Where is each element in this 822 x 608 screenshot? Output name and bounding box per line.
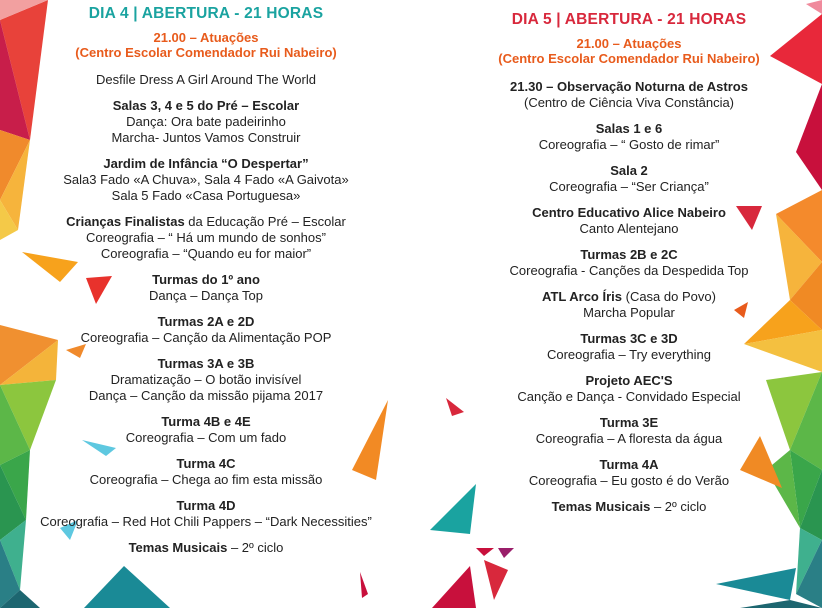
program-title-row	[438, 499, 820, 515]
day4-intro	[14, 30, 398, 60]
program-title-rest: da Educação Pré – Escolar	[184, 214, 346, 229]
program-title-row	[438, 289, 820, 305]
program-item	[438, 247, 820, 279]
program-title: Crianças Finalistas	[66, 214, 185, 229]
program-item	[14, 72, 398, 88]
program-line: Dança – Dança Top	[149, 288, 263, 303]
program-item	[14, 98, 398, 146]
program-line: Coreografia – Red Hot Chili Pappers – “Dark Necessities”	[40, 514, 372, 529]
program-line: Coreografia – Try everything	[546, 347, 712, 362]
program-line: Coreografia - Canções da Despedida Top	[509, 263, 749, 278]
day5-intro	[438, 36, 820, 66]
day5-intro-place: (Centro Escolar Comendador Rui Nabeiro)	[498, 51, 760, 66]
program-line: Sala3 Fado «A Chuva», Sala 4 Fado «A Gaivota»	[63, 172, 349, 187]
program-title: Turma 4D	[176, 498, 236, 513]
program-title: ATL Arco Íris	[542, 289, 622, 304]
program-line: Canto Alentejano	[579, 221, 679, 236]
program-line: Coreografia – “Quando eu for maior”	[100, 246, 312, 261]
day5-intro-time: 21.00 – Atuações	[576, 36, 682, 51]
program-item	[438, 331, 820, 363]
program-title: Turma 4C	[176, 456, 236, 471]
program-line: Coreografia – Chega ao fim esta missão	[89, 472, 323, 487]
program-item	[14, 414, 398, 446]
program-title: Turmas 2B e 2C	[580, 247, 678, 262]
program-title-row	[14, 214, 398, 230]
triangle-shape	[360, 572, 368, 598]
program-item	[438, 79, 820, 111]
program-item	[14, 456, 398, 488]
program-title: Turmas 3C e 3D	[580, 331, 678, 346]
triangle-shape	[484, 560, 508, 600]
program-item	[438, 121, 820, 153]
triangle-shape	[476, 548, 494, 556]
program-title: Centro Educativo Alice Nabeiro	[532, 205, 726, 220]
program-item	[14, 156, 398, 204]
program-title: Turmas 3A e 3B	[157, 356, 255, 371]
day4-intro-place: (Centro Escolar Comendador Rui Nabeiro)	[75, 45, 337, 60]
program-line: (Centro de Ciência Viva Constância)	[523, 95, 735, 110]
day5-header: DIA 5 | ABERTURA - 21 HORAS	[511, 11, 747, 28]
program-item	[438, 499, 820, 515]
program-title: Temas Musicais	[551, 499, 651, 514]
program-title: Turmas 2A e 2D	[157, 314, 255, 329]
program-title: Turma 4B e 4E	[161, 414, 251, 429]
day5-column	[438, 0, 820, 515]
triangle-shape	[498, 548, 514, 558]
program-title: Sala 2	[610, 163, 648, 178]
program-title: Salas 1 e 6	[595, 121, 663, 136]
program-line: Coreografia – Eu gosto é do Verão	[528, 473, 730, 488]
program-line: Coreografia – “ Há um mundo de sonhos”	[86, 230, 326, 245]
program-line: Coreografia – “Ser Criança”	[549, 179, 709, 194]
program-line: Dramatização – O botão invisível	[110, 372, 302, 387]
program-line: Coreografia – Com um fado	[125, 430, 287, 445]
triangle-shape	[432, 566, 476, 608]
program-item	[14, 214, 398, 262]
program-item	[14, 498, 398, 530]
program-line: Sala 5 Fado «Casa Portuguesa»	[111, 188, 301, 203]
program-line: Marcha Popular	[583, 305, 675, 320]
program-title: Temas Musicais	[128, 540, 228, 555]
program-title-rest: – 2º ciclo	[227, 540, 284, 555]
program-title: Jardim de Infância “O Despertar”	[103, 156, 309, 171]
program-item	[438, 457, 820, 489]
program-title-rest: (Casa do Povo)	[622, 289, 716, 304]
program-line: Coreografia – A floresta da água	[535, 431, 723, 446]
program-title: Projeto AEC'S	[585, 373, 673, 388]
program-item	[14, 356, 398, 404]
triangle-shape	[716, 568, 796, 600]
program-item	[14, 540, 398, 556]
program-item	[14, 314, 398, 346]
program-line: Canção e Dança - Convidado Especial	[517, 389, 741, 404]
program-title-row	[14, 540, 398, 556]
day4-header: DIA 4 | ABERTURA - 21 HORAS	[88, 5, 324, 22]
program-line: Coreografia – “ Gosto de rimar”	[538, 137, 720, 152]
program-item	[438, 373, 820, 405]
program-line: Dança: Ora bate padeirinho	[126, 114, 286, 129]
program-item	[438, 163, 820, 195]
program-title: Salas 3, 4 e 5 do Pré – Escolar	[112, 98, 300, 113]
program-item	[438, 415, 820, 447]
program-title: Turma 4A	[599, 457, 659, 472]
program-line: Dança – Canção da missão pijama 2017	[88, 388, 324, 403]
program-line: Coreografia – Canção da Alimentação POP	[80, 330, 332, 345]
program-title-rest: – 2º ciclo	[650, 499, 707, 514]
triangle-shape	[84, 566, 170, 608]
program-title: 21.30 – Observação Noturna de Astros	[510, 79, 748, 94]
program-line: Marcha- Juntos Vamos Construir	[111, 130, 301, 145]
day4-intro-time: 21.00 – Atuações	[153, 30, 259, 45]
program-line: Desfile Dress A Girl Around The World	[96, 72, 316, 87]
program-title: Turma 3E	[599, 415, 659, 430]
program-item	[14, 272, 398, 304]
day4-column	[14, 0, 398, 556]
program-item	[438, 205, 820, 237]
program-title: Turmas do 1º ano	[152, 272, 260, 287]
program-item	[438, 289, 820, 321]
